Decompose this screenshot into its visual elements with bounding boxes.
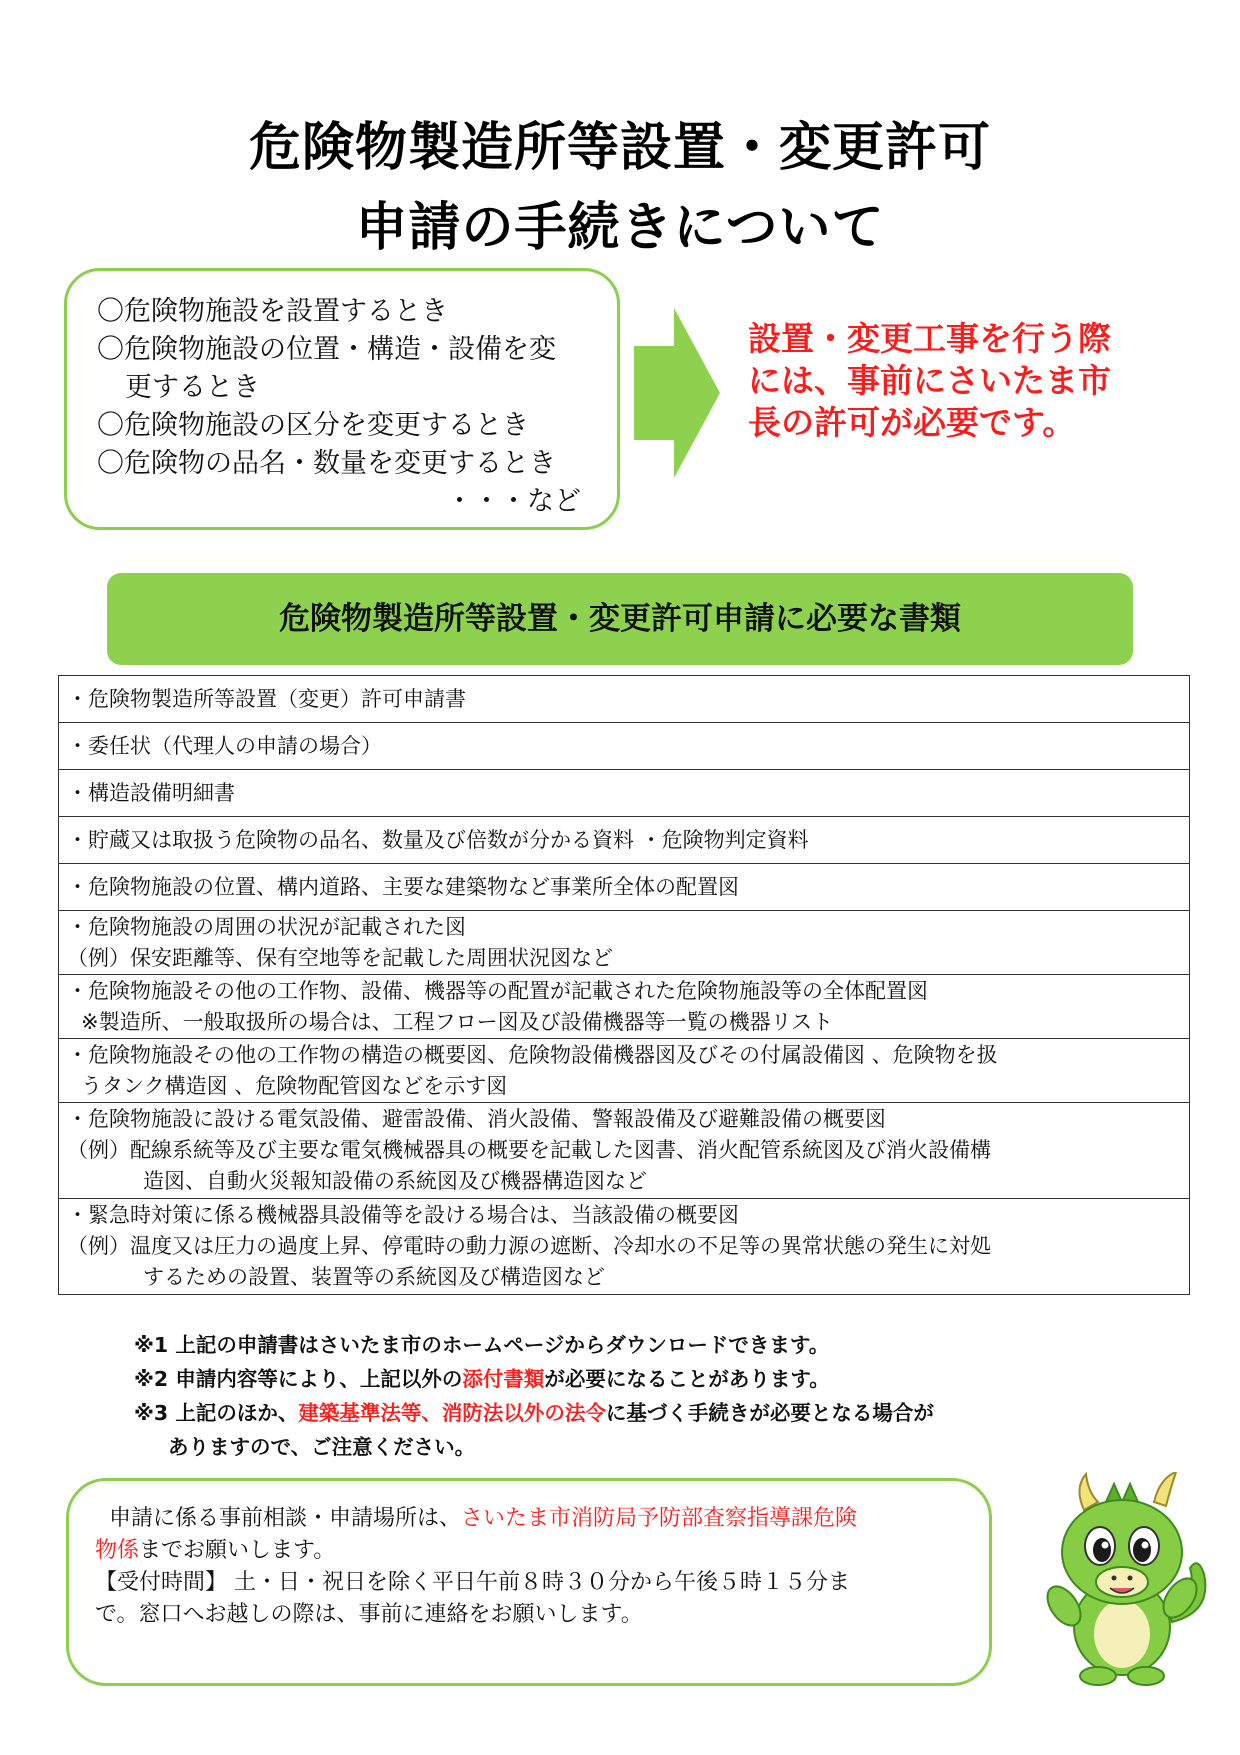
note-highlight: 建築基準法等、消防法以外の法令 bbox=[298, 1401, 606, 1425]
document-item: ・貯蔵又は取扱う危険物の品名、数量及び倍数が分かる資料 ・危険物判定資料 bbox=[67, 827, 809, 852]
condition-item: 〇危険物施設を設置するとき bbox=[97, 296, 448, 327]
notice-line: 長の許可が必要です。 bbox=[748, 403, 1076, 442]
document-item: ・委任状（代理人の申請の場合） bbox=[67, 733, 382, 758]
note-3 bbox=[134, 1396, 934, 1430]
conditions-box bbox=[64, 268, 620, 530]
contact-line bbox=[95, 1535, 963, 1567]
contact-line: で。窓口へお越しの際は、事前に連絡をお願いします。 bbox=[95, 1602, 643, 1627]
document-example-continuation: 造図、自動火災報知設備の系統図及び機器構造図など bbox=[143, 1169, 647, 1193]
contact-office: 物係 bbox=[95, 1538, 140, 1563]
document-item: ・危険物施設その他の工作物の構造の概要図、危険物設備機器図及びその付属設備図 、危険物を扱 bbox=[67, 1042, 998, 1067]
document-item: ・緊急時対策に係る機械器具設備等を設ける場合は、当該設備の概要図 bbox=[67, 1203, 739, 1227]
page-title bbox=[0, 108, 1240, 268]
document-item: ・危険物施設の周囲の状況が記載された図 bbox=[67, 914, 466, 939]
document-example-continuation: するための設置、装置等の系統図及び構造図など bbox=[143, 1265, 605, 1289]
table-row bbox=[59, 911, 1190, 975]
condition-item: 〇危険物の品名・数量を変更するとき bbox=[97, 448, 556, 479]
note-text: に基づく手続きが必要となる場合が bbox=[605, 1401, 934, 1425]
note-text: ※2 申請内容等により、上記以外の bbox=[134, 1367, 463, 1391]
document-item: ・危険物施設の位置、構内道路、主要な建築物など事業所全体の配置図 bbox=[67, 874, 739, 899]
note-1: ※1 上記の申請書はさいたま市のホームページからダウンロードできます。 bbox=[134, 1333, 830, 1357]
right-arrow-icon bbox=[634, 308, 720, 478]
condition-item: 〇危険物施設の区分を変更するとき bbox=[97, 410, 529, 441]
document-item: ・危険物製造所等設置（変更）許可申請書 bbox=[67, 686, 466, 711]
table-row bbox=[59, 1199, 1190, 1295]
title-line-2: 申請の手続きについて bbox=[355, 198, 885, 258]
condition-item-continuation: 更するとき bbox=[125, 372, 260, 403]
note-text: ※3 上記のほか、 bbox=[134, 1401, 299, 1425]
note-3-continuation: ありますので、ご注意ください。 bbox=[168, 1435, 476, 1459]
documents-header: 危険物製造所等設置・変更許可申請に必要な書類 bbox=[107, 573, 1133, 665]
contact-text: 申請に係る事前相談・申請場所は、 bbox=[109, 1506, 462, 1531]
table-row bbox=[59, 975, 1190, 1039]
document-example: （例）温度又は圧力の過度上昇、停電時の動力源の遮断、冷却水の不足等の異常状態の発生に対処 bbox=[67, 1234, 991, 1258]
contact-hours: 【受付時間】 土・日・祝日を除く平日午前８時３０分から午後５時１５分ま bbox=[95, 1570, 850, 1595]
document-example: （例）保安距離等、保有空地等を記載した周囲状況図など bbox=[67, 945, 613, 970]
contact-text: までお願いします。 bbox=[139, 1538, 336, 1563]
contact-office: さいたま市消防局予防部査察指導課危険 bbox=[461, 1506, 858, 1531]
note-text: が必要になることがあります。 bbox=[544, 1367, 830, 1391]
table-row bbox=[59, 817, 1190, 864]
document-item-continuation: うタンク構造図 、危険物配管図などを示す図 bbox=[81, 1073, 508, 1098]
note-highlight: 添付書類 bbox=[462, 1367, 545, 1391]
contact-line bbox=[95, 1503, 963, 1535]
title-line-1: 危険物製造所等設置・変更許可 bbox=[248, 118, 991, 178]
permission-notice bbox=[748, 318, 1188, 444]
notice-line: 設置・変更工事を行う際 bbox=[748, 319, 1111, 358]
document-item: ・構造設備明細書 bbox=[67, 780, 235, 805]
notice-line: には、事前にさいたま市 bbox=[748, 361, 1111, 400]
table-row bbox=[59, 723, 1190, 770]
note-2 bbox=[134, 1362, 934, 1396]
table-row bbox=[59, 770, 1190, 817]
document-item: ・危険物施設その他の工作物、設備、機器等の配置が記載された危険物施設等の全体配置図 bbox=[67, 978, 928, 1003]
mascot-illustration bbox=[1022, 1472, 1222, 1687]
table-row bbox=[59, 864, 1190, 911]
table-row bbox=[59, 676, 1190, 723]
notes bbox=[134, 1328, 934, 1464]
document-example: （例）配線系統等及び主要な電気機械器具の概要を記載した図書、消火配管系統図及び消火設備構 bbox=[67, 1138, 991, 1162]
document-item: ・危険物施設に設ける電気設備、避雷設備、消火設備、警報設備及び避難設備の概要図 bbox=[67, 1107, 886, 1131]
condition-etc: ・・・など bbox=[446, 486, 581, 517]
table-row bbox=[59, 1103, 1190, 1199]
document-note: ※製造所、一般取扱所の場合は、工程フロー図及び設備機器等一覧の機器リスト bbox=[81, 1009, 834, 1034]
condition-item: 〇危険物施設の位置・構造・設備を変 bbox=[97, 334, 556, 365]
contact-box bbox=[66, 1478, 992, 1686]
documents-table bbox=[58, 675, 1190, 1295]
table-row bbox=[59, 1039, 1190, 1103]
